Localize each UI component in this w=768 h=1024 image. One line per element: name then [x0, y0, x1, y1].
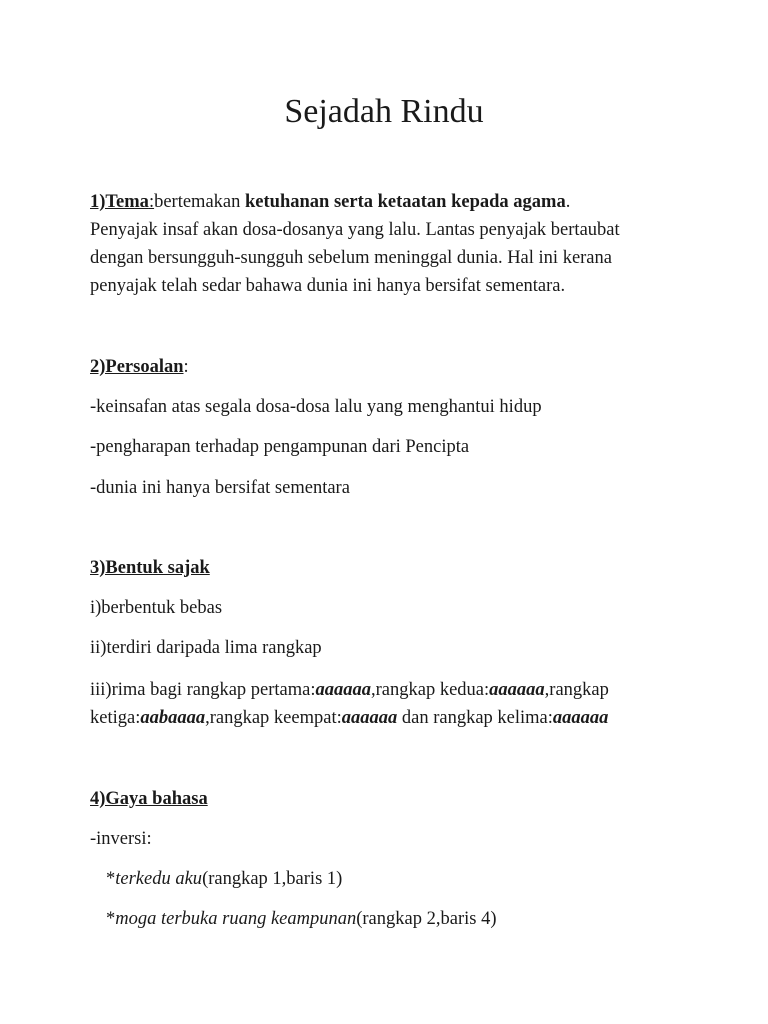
tema-text-line: dengan bersungguh-sungguh sebelum meninggal dunia. Hal ini kerana	[90, 248, 612, 268]
tema-bold: ketuhanan serta ketaatan kepada agama	[245, 192, 566, 212]
persoalan-colon: :	[183, 357, 189, 377]
rima-text: ,rangkap kedua:	[371, 680, 490, 700]
rima-text: ,rangkap keempat:	[205, 708, 342, 728]
bentuk-heading: 3)Bentuk sajak	[90, 558, 210, 578]
bentuk-item: ii)terdiri daripada lima rangkap	[90, 638, 322, 658]
gaya-heading: 4)Gaya bahasa	[90, 789, 208, 809]
gaya-heading-line	[90, 785, 728, 813]
rima-text: iii)rima bagi rangkap pertama:	[90, 680, 316, 700]
persoalan-item: -dunia ini hanya bersifat sementara	[90, 478, 350, 498]
tema-text-line: penyajak telah sedar bahawa dunia ini hanya bersifat sementara.	[90, 276, 566, 296]
rima-text: ketiga:	[90, 708, 141, 728]
tema-lead: bertemakan	[154, 192, 245, 212]
gaya-example	[106, 905, 728, 933]
example-text: terkedu aku	[115, 869, 203, 889]
rima-line-2	[90, 704, 728, 732]
rima-line-1	[90, 676, 728, 704]
bullet-star: *	[106, 909, 116, 929]
persoalan-item: -keinsafan atas segala dosa-dosa lalu yang menghantui hidup	[90, 397, 542, 417]
tema-text-line: Penyajak insaf akan dosa-dosanya yang lalu. Lantas penyajak bertaubat	[90, 220, 620, 240]
persoalan-item: -pengharapan terhadap pengampunan dari Pencipta	[90, 437, 470, 457]
tema-heading: 1)Tema	[90, 192, 149, 212]
rima-text: ,rangkap	[544, 680, 609, 700]
persoalan-heading: 2)Persoalan	[90, 357, 184, 377]
bullet-star: *	[106, 869, 116, 889]
rima-pattern: aaaaaa	[489, 680, 545, 700]
tema-end: .	[565, 192, 571, 212]
example-text: moga terbuka ruang keampunan	[115, 909, 357, 929]
rima-pattern: aaaaaa	[341, 708, 398, 728]
rima-pattern: aaaaaa	[315, 680, 372, 700]
tema-line	[90, 188, 728, 216]
persoalan-line	[90, 353, 728, 381]
rima-pattern: aaaaaa	[552, 708, 609, 728]
gaya-sub: -inversi:	[90, 829, 152, 849]
bentuk-heading-line	[90, 554, 728, 582]
example-ref: (rangkap 1,baris 1)	[202, 869, 343, 889]
rima-pattern: aabaaaa	[140, 708, 206, 728]
rima-text: dan rangkap kelima:	[397, 708, 553, 728]
tema-colon: :	[148, 192, 155, 212]
bentuk-item: i)berbentuk bebas	[90, 598, 223, 618]
page-title: Sejadah Rindu	[284, 93, 484, 130]
example-ref: (rangkap 2,baris 4)	[356, 909, 497, 929]
gaya-example	[106, 865, 728, 893]
